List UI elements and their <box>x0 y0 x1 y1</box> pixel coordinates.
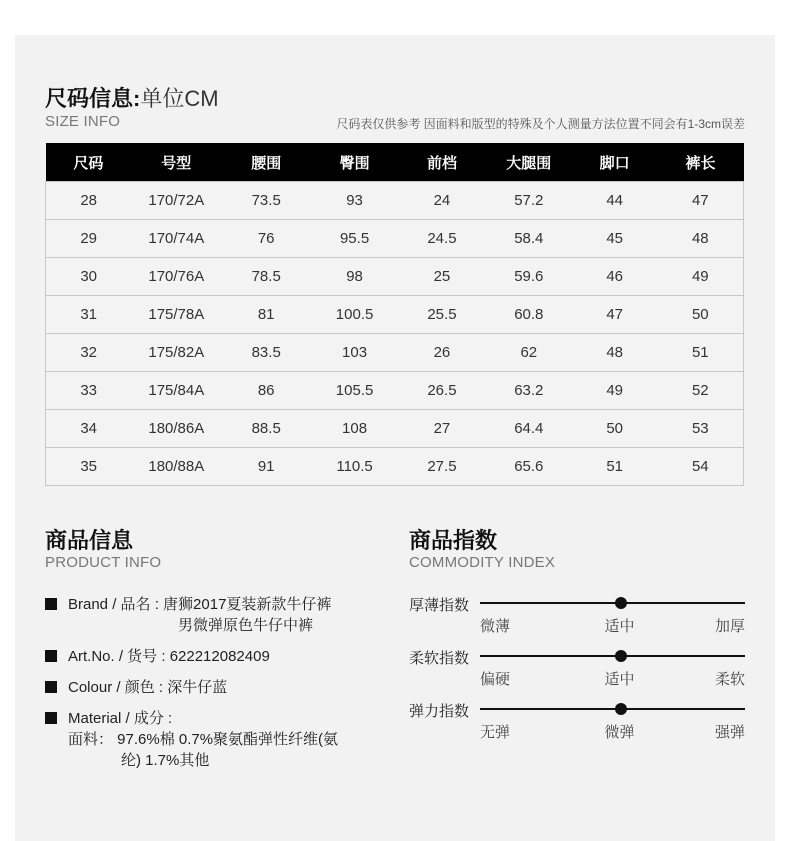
table-cell: 48 <box>572 334 658 372</box>
table-cell: 27 <box>398 410 486 448</box>
table-cell: 175/78A <box>131 296 221 334</box>
table-cell: 28 <box>46 182 132 220</box>
table-row <box>46 296 744 334</box>
table-cell: 100.5 <box>311 296 398 334</box>
size-table-column-header: 号型 <box>131 143 221 182</box>
art-item <box>45 646 270 667</box>
table-cell: 88.5 <box>221 410 311 448</box>
size-table-column-header: 腰围 <box>221 143 311 182</box>
bullet-square-icon <box>45 650 57 662</box>
table-cell: 46 <box>572 258 658 296</box>
table-cell: 93 <box>311 182 398 220</box>
index-option: 无弹 <box>480 724 511 741</box>
table-cell: 175/84A <box>131 372 221 410</box>
index-indicator-dot <box>615 703 627 715</box>
table-cell: 170/76A <box>131 258 221 296</box>
index-label: 厚薄指数 <box>409 597 470 614</box>
table-cell: 180/88A <box>131 448 221 486</box>
table-cell: 60.8 <box>486 296 572 334</box>
table-cell: 50 <box>658 296 744 334</box>
table-cell: 30 <box>46 258 132 296</box>
size-info-subtitle: SIZE INFO <box>45 113 121 130</box>
index-label: 柔软指数 <box>409 650 470 667</box>
size-table-column-header: 尺码 <box>46 143 132 182</box>
table-cell: 25.5 <box>398 296 486 334</box>
size-table-header <box>46 143 744 182</box>
index-option: 柔软 <box>714 671 745 688</box>
table-row <box>46 258 744 296</box>
table-cell: 81 <box>221 296 311 334</box>
table-cell: 27.5 <box>398 448 486 486</box>
size-table-column-header: 臀围 <box>311 143 398 182</box>
table-cell: 73.5 <box>221 182 311 220</box>
colour-item <box>45 677 227 698</box>
material-item <box>45 708 172 729</box>
table-row <box>46 220 744 258</box>
table-cell: 170/72A <box>131 182 221 220</box>
table-cell: 34 <box>46 410 132 448</box>
size-table-column-header: 脚口 <box>572 143 658 182</box>
table-row <box>46 372 744 410</box>
table-cell: 180/86A <box>131 410 221 448</box>
index-option: 适中 <box>604 618 635 635</box>
table-cell: 53 <box>658 410 744 448</box>
table-cell: 25 <box>398 258 486 296</box>
index-option: 适中 <box>604 671 635 688</box>
table-cell: 24.5 <box>398 220 486 258</box>
size-table-column-header: 裤长 <box>658 143 744 182</box>
table-cell: 26.5 <box>398 372 486 410</box>
material-value <box>68 729 338 771</box>
table-cell: 76 <box>221 220 311 258</box>
table-cell: 35 <box>46 448 132 486</box>
table-cell: 105.5 <box>311 372 398 410</box>
table-cell: 47 <box>658 182 744 220</box>
table-cell: 48 <box>658 220 744 258</box>
size-note: 尺码表仅供参考 因面料和版型的特殊及个人测量方法位置不同会有1-3cm误差 <box>336 117 745 131</box>
table-cell: 44 <box>572 182 658 220</box>
table-cell: 64.4 <box>486 410 572 448</box>
brand-item <box>45 594 331 636</box>
table-cell: 110.5 <box>311 448 398 486</box>
commodity-index-subtitle: COMMODITY INDEX <box>409 554 556 571</box>
table-cell: 24 <box>398 182 486 220</box>
product-info-title: 商品信息 <box>45 528 134 553</box>
index-label: 弹力指数 <box>409 703 470 720</box>
table-cell: 47 <box>572 296 658 334</box>
size-info-title-bold: 尺码信息: <box>45 86 141 111</box>
table-cell: 86 <box>221 372 311 410</box>
table-cell: 49 <box>572 372 658 410</box>
material-label: Material / 成分 : <box>68 710 173 727</box>
table-cell: 31 <box>46 296 132 334</box>
index-indicator-dot <box>615 597 627 609</box>
table-cell: 78.5 <box>221 258 311 296</box>
table-cell: 103 <box>311 334 398 372</box>
table-cell: 170/74A <box>131 220 221 258</box>
index-option: 强弹 <box>714 724 745 741</box>
index-option: 微薄 <box>480 618 511 635</box>
material-line-1: 面料： 97.6%棉 0.7%聚氨酯弹性纤维(氨 <box>68 731 339 748</box>
table-cell: 57.2 <box>486 182 572 220</box>
table-cell: 83.5 <box>221 334 311 372</box>
table-cell: 98 <box>311 258 398 296</box>
table-cell: 63.2 <box>486 372 572 410</box>
table-cell: 49 <box>658 258 744 296</box>
table-cell: 51 <box>572 448 658 486</box>
index-option: 偏硬 <box>480 671 511 688</box>
bullet-square-icon <box>45 598 57 610</box>
table-cell: 65.6 <box>486 448 572 486</box>
table-cell: 33 <box>46 372 132 410</box>
commodity-index-title: 商品指数 <box>409 528 498 553</box>
art-label: Art.No. / 货号 : <box>68 648 170 665</box>
table-cell: 91 <box>221 448 311 486</box>
colour-label: Colour / 颜色 : <box>68 679 168 696</box>
table-cell: 175/82A <box>131 334 221 372</box>
size-table-column-header: 大腿围 <box>486 143 572 182</box>
table-cell: 26 <box>398 334 486 372</box>
bullet-square-icon <box>45 681 57 693</box>
material-line-2: 纶) 1.7%其他 <box>121 752 210 769</box>
size-table <box>45 143 744 486</box>
table-cell: 29 <box>46 220 132 258</box>
table-row <box>46 334 744 372</box>
size-table-body <box>46 182 744 486</box>
brand-label: Brand / 品名 : <box>68 596 164 613</box>
table-cell: 108 <box>311 410 398 448</box>
index-scale-line <box>480 708 745 710</box>
size-table-column-header: 前档 <box>398 143 486 182</box>
index-option: 加厚 <box>714 618 745 635</box>
table-row <box>46 410 744 448</box>
table-cell: 32 <box>46 334 132 372</box>
art-value: 622212082409 <box>169 648 270 665</box>
product-info-subtitle: PRODUCT INFO <box>45 554 162 571</box>
table-cell: 58.4 <box>486 220 572 258</box>
size-info-title <box>45 82 219 113</box>
brand-value-line-1: 唐狮2017夏装新款牛仔裤 <box>163 596 332 613</box>
index-scale-line <box>480 602 745 604</box>
table-cell: 52 <box>658 372 744 410</box>
table-cell: 45 <box>572 220 658 258</box>
table-cell: 54 <box>658 448 744 486</box>
table-row <box>46 448 744 486</box>
colour-value: 深牛仔蓝 <box>167 679 228 696</box>
table-cell: 62 <box>486 334 572 372</box>
brand-value-line-2: 男微弹原色牛仔中裤 <box>178 617 314 634</box>
table-cell: 59.6 <box>486 258 572 296</box>
size-info-unit: 单位CM <box>140 86 219 111</box>
index-scale-line <box>480 655 745 657</box>
index-option: 微弹 <box>604 724 635 741</box>
index-indicator-dot <box>615 650 627 662</box>
table-cell: 95.5 <box>311 220 398 258</box>
table-cell: 51 <box>658 334 744 372</box>
table-row <box>46 182 744 220</box>
table-cell: 50 <box>572 410 658 448</box>
bullet-square-icon <box>45 712 57 724</box>
